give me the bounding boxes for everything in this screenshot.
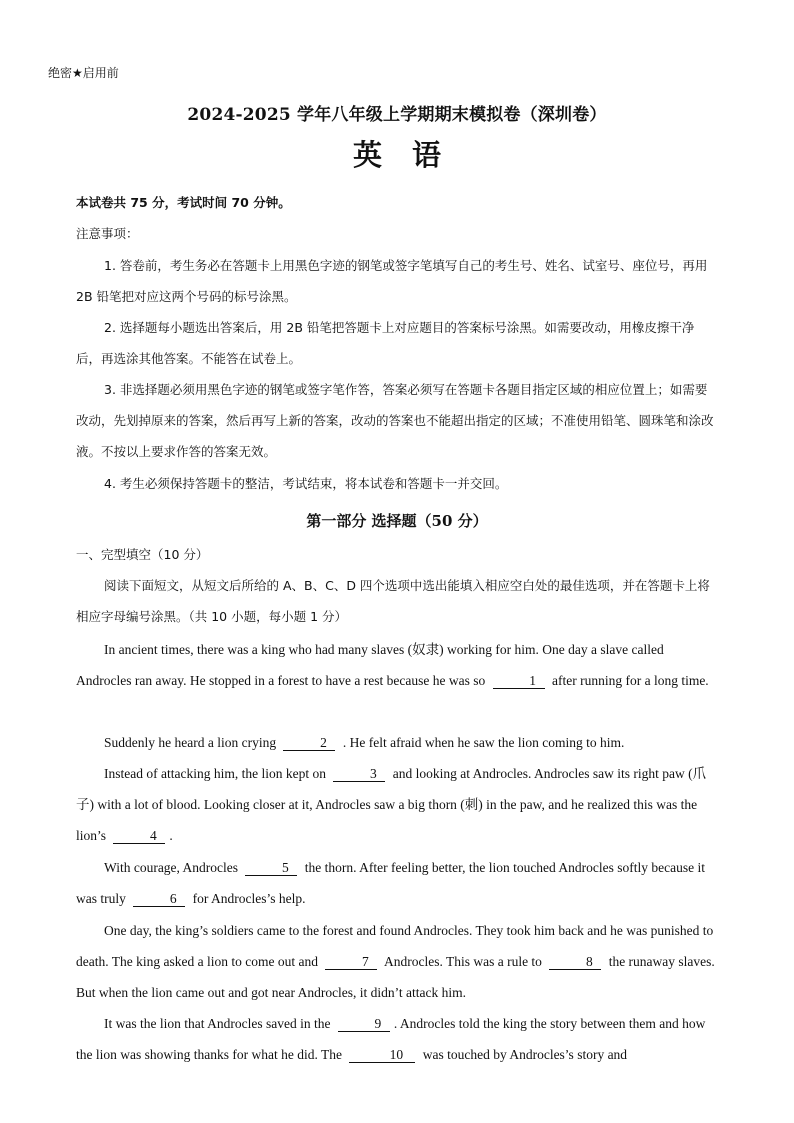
passage-text: Suddenly he heard a lion crying bbox=[104, 735, 277, 750]
passage-text: the runaway slaves. But when the lion came out and got near Androcles, it didn’t attack him. bbox=[76, 954, 715, 1000]
passage-text: the thorn. After feeling better, the lion touched Androcles softly because it was truly bbox=[76, 860, 706, 906]
passage-text: . He felt afraid when he saw the lion coming to him. bbox=[342, 735, 625, 750]
passage-paragraph-3 bbox=[76, 758, 718, 851]
confidential-label: 绝密★启用前 bbox=[48, 66, 119, 80]
section-title: 一、完型填空（10 分） bbox=[76, 547, 209, 562]
blank-2[interactable]: 2 bbox=[283, 736, 335, 751]
blank-8[interactable]: 8 bbox=[549, 955, 601, 970]
passage-paragraph-1 bbox=[76, 634, 718, 696]
exam-info: 本试卷共 75 分，考试时间 70 分钟。 bbox=[76, 195, 291, 210]
blank-7[interactable]: 7 bbox=[325, 955, 377, 970]
subject-title: 英语 bbox=[352, 138, 471, 172]
blank-4[interactable]: 4 bbox=[113, 829, 165, 844]
note-4: 4. 考生必须保持答题卡的整洁，考试结束，将本试卷和答题卡一并交回。 bbox=[104, 476, 508, 491]
passage-text: In ancient times, there was a king who had many slaves (奴隶) working for him. One day a slave called Androcles ran away. He stopped in a forest to have a rest because he was so bbox=[76, 642, 664, 688]
blank-3[interactable]: 3 bbox=[333, 767, 385, 782]
passage-text: . Androcles told the king the story between them and how the lion was showing thanks for what he did. The bbox=[76, 1016, 706, 1062]
note-1: 1. 答卷前，考生务必在答题卡上用黑色字迹的钢笔或签字笔填写自己的考生号、姓名、试室号、座位号，再用 2B 铅笔把对应这两个号码的标号涂黑。 bbox=[76, 258, 708, 304]
passage-text: One day, the king’s soldiers came to the forest and found Androcles. They took him back and he was punished to death. The king asked a lion to come out and bbox=[76, 923, 714, 969]
notes-title: 注意事项： bbox=[76, 226, 139, 241]
passage-text: With courage, Androcles bbox=[104, 860, 239, 875]
note-2: 2. 选择题每小题选出答案后，用 2B 铅笔把答题卡上对应题目的答案标号涂黑。如需要改动，用橡皮擦干净后，再选涂其他答案。不能答在试卷上。 bbox=[76, 320, 695, 366]
part-heading: 第一部分 选择题（50 分） bbox=[306, 512, 488, 530]
passage-paragraph-2 bbox=[76, 727, 718, 758]
passage-text: Instead of attacking him, the lion kept on bbox=[104, 766, 326, 781]
blank-10[interactable]: 10 bbox=[349, 1048, 415, 1063]
passage-text: after running for a long time. bbox=[551, 673, 709, 688]
note-3: 3. 非选择题必须用黑色字迹的钢笔或签字笔作答，答案必须写在答题卡各题目指定区域的相应位置上；如需要改动，先划掉原来的答案，然后再写上新的答案，改动的答案也不能超出指定的区域；不准使用铅笔、圆珠笔和涂改液。不按以上要求作答的答案无效。 bbox=[76, 382, 714, 459]
passage-paragraph-4 bbox=[76, 852, 718, 914]
blank-5[interactable]: 5 bbox=[245, 861, 297, 876]
blank-1[interactable]: 1 bbox=[493, 674, 545, 689]
exam-title: 2024-2025 学年八年级上学期期末模拟卷（深圳卷） bbox=[187, 105, 607, 125]
passage-text: for Androcles’s help. bbox=[192, 891, 306, 906]
passage-text: . bbox=[169, 828, 173, 843]
passage-paragraph-5 bbox=[76, 915, 718, 1008]
passage-text: Androcles. This was a rule to bbox=[383, 954, 542, 969]
directions: 阅读下面短文，从短文后所给的 A、B、C、D 四个选项中选出能填入相应空白处的最佳选项，并在答题卡上将相应字母编号涂黑。（共 10 小题，每小题 1 分） bbox=[76, 578, 710, 624]
passage-text: was touched by Androcles’s story and bbox=[422, 1047, 628, 1062]
passage-text: and looking at Androcles. Androcles saw its right paw (爪子) with a lot of blood. Looking closer at it, Androcles saw a big thorn (刺) in the paw, and he realized this was the lion’s bbox=[76, 766, 707, 843]
passage-text: It was the lion that Androcles saved in the bbox=[104, 1016, 331, 1031]
passage-paragraph-6 bbox=[76, 1008, 718, 1070]
blank-6[interactable]: 6 bbox=[133, 892, 185, 907]
blank-9[interactable]: 9 bbox=[338, 1017, 390, 1032]
